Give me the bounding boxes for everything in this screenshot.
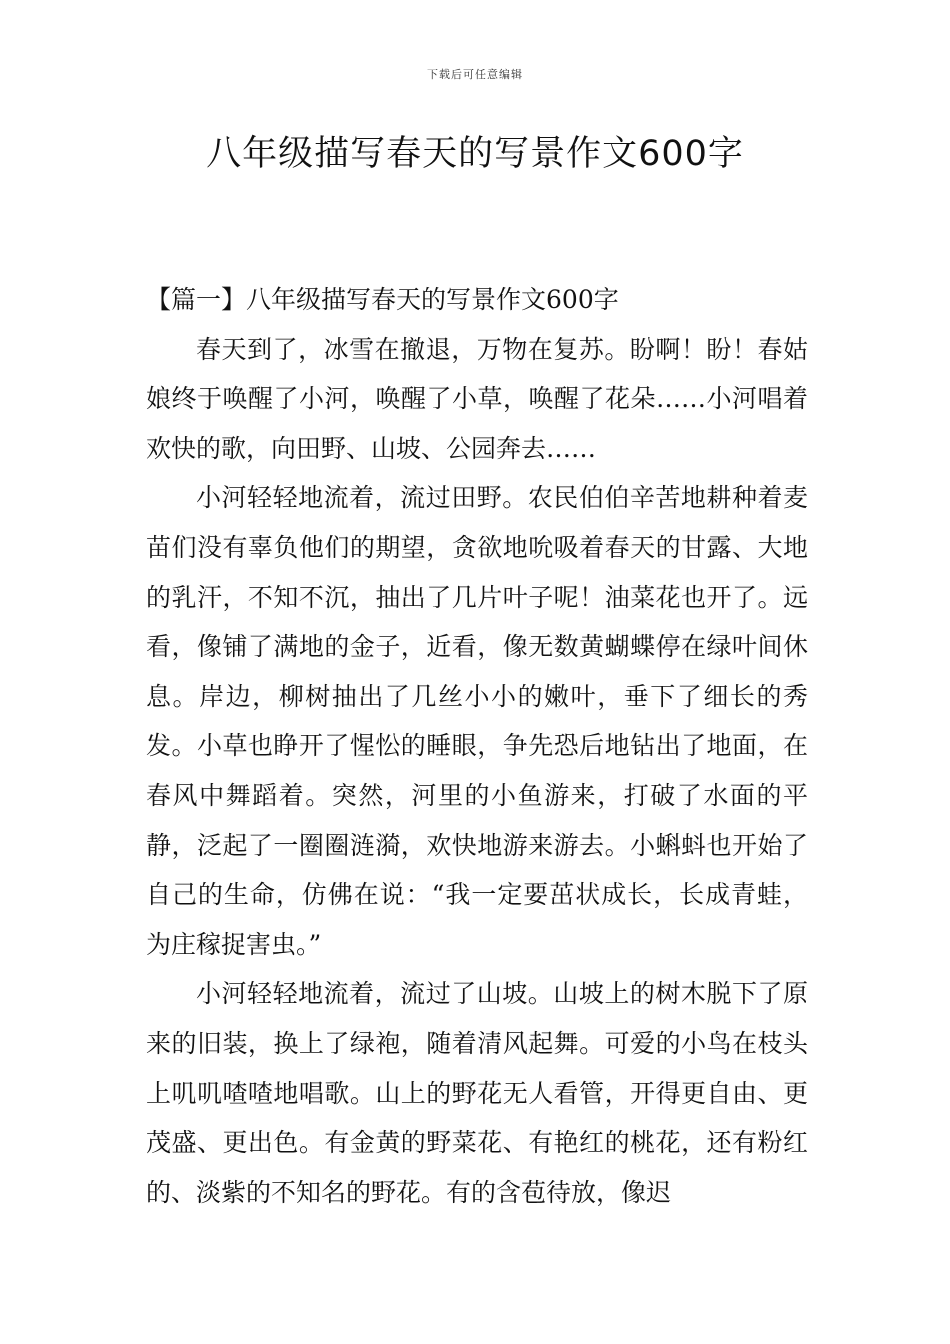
section-heading: 【篇一】八年级描写春天的写景作文600字 [146,285,619,314]
paragraph: 小河轻轻地流着，流过了山坡。山坡上的树木脱下了原来的旧装，换上了绿袍，随着清风起舞。可爱的小鸟在枝头上叽叽喳喳地唱歌。山上的野花无人看管，开得更自由、更茂盛、更出色。有金黄的野菜花、有艳红的桃花，还有粉红的、淡紫的不知名的野花。有的含苞待放，像迟 [146,979,808,1207]
paragraph: 小河轻轻地流着，流过田野。农民伯伯辛苦地耕种着麦苗们没有辜负他们的期望，贪欲地吮吸着春天的甘露、大地的乳汗，不知不沉，抽出了几片叶子呢！油菜花也开了。远看，像铺了满地的金子，近看，像无数黄蝴蝶停在绿叶间休息。岸边，柳树抽出了几丝小小的嫩叶，垂下了细长的秀发。小草也睁开了惺忪的睡眼，争先恐后地钻出了地面，在春风中舞蹈着。突然，河里的小鱼游来，打破了水面的平静，泛起了一圈圈涟漪，欢快地游来游去。小蝌蚪也开始了自己的生命，仿佛在说：“我一定要茁状成长，长成青蛙，为庄稼捉害虫。” [146,483,808,959]
document-title: 八年级描写春天的写景作文600字 [206,134,744,174]
paragraph: 春天到了，冰雪在撤退，万物在复苏。盼啊！盼！春姑娘终于唤醒了小河，唤醒了小草，唤醒了花朵……小河唱着欢快的歌，向田野、山坡、公园奔去…… [146,334,808,463]
document-body [146,275,808,1217]
header-note: 下载后可任意编辑 [427,68,523,81]
